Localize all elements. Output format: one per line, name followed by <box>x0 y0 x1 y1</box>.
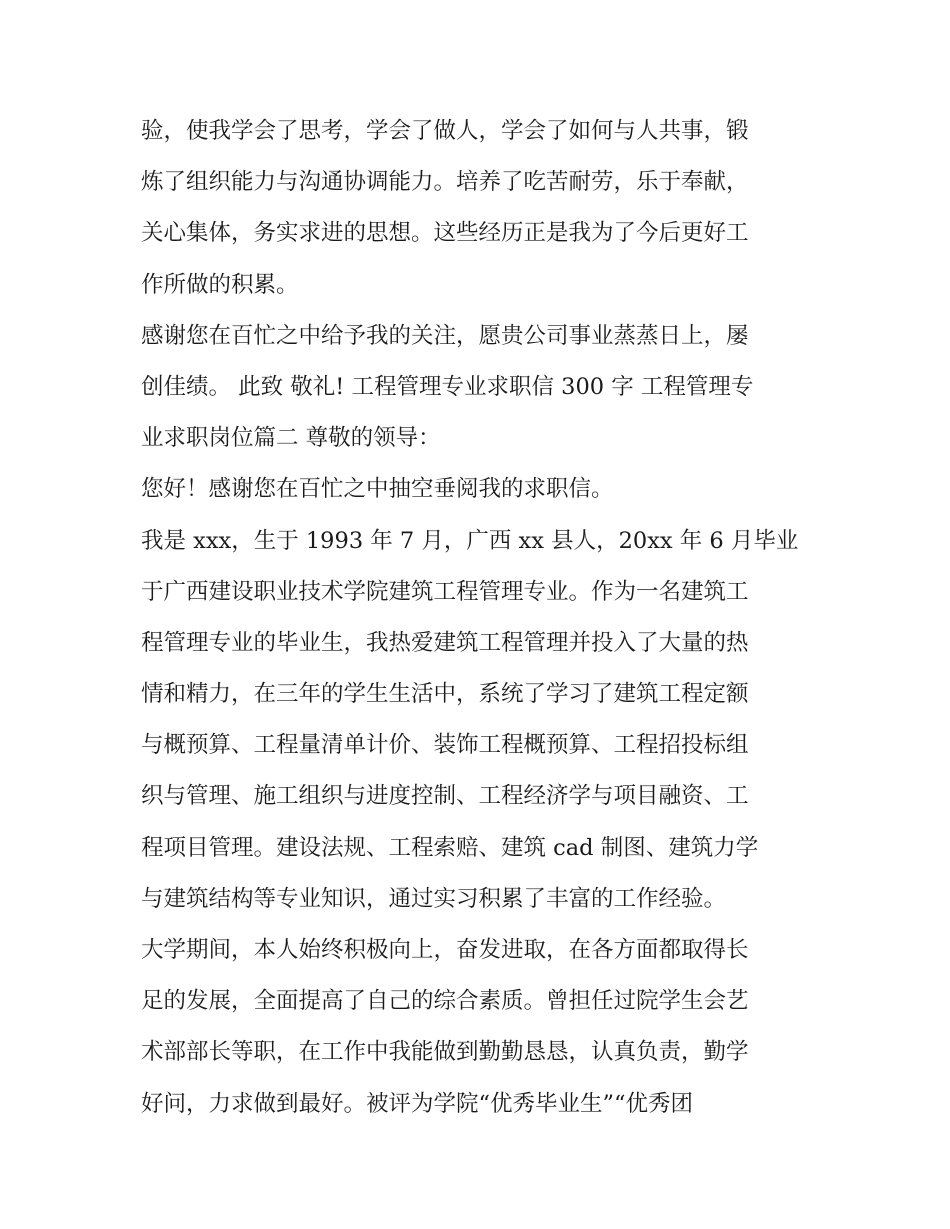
text-line: 情和精力，在三年的学生生活中，系统了学习了建筑工程定额 <box>141 681 749 708</box>
text-line: 与概预算、工程量清单计价、装饰工程概预算、工程招投标组 <box>141 732 749 759</box>
text-line: 大学期间，本人始终积极向上，奋发进取，在各方面都取得长 <box>141 937 749 963</box>
text-line: 足的发展，全面提高了自己的综合素质。曾担任过院学生会艺 <box>141 988 749 1015</box>
text-line: 验，使我学会了思考，学会了做人，学会了如何与人共事，锻 <box>141 118 749 144</box>
text-line: 作所做的积累。 <box>141 271 299 298</box>
body-text <box>141 106 821 1130</box>
text-line: 炼了组织能力与沟通协调能力。培养了吃苦耐劳，乐于奉献， <box>141 169 749 196</box>
text-line: 程项目管理。建设法规、工程索赔、建筑 cad 制图、建筑力学 <box>141 834 759 861</box>
text-line: 织与管理、施工组织与进度控制、工程经济学与项目融资、工 <box>141 783 749 810</box>
text-line: 与建筑结构等专业知识，通过实习积累了丰富的工作经验。 <box>141 885 727 912</box>
text-line: 关心集体，务实求进的思想。这些经历正是我为了今后更好工 <box>141 220 749 247</box>
text-line: 术部部长等职，在工作中我能做到勤勤恳恳，认真负责，勤学 <box>141 1039 749 1066</box>
text-line: 创佳绩。 此致 敬礼! 工程管理专业求职信 300 字 工程管理专 <box>141 373 754 400</box>
text-line: 好问，力求做到最好。被评为学院“优秀毕业生”“优秀团 <box>141 1090 694 1117</box>
text-line: 业求职岗位篇二 尊敬的领导： <box>141 425 441 452</box>
text-line: 感谢您在百忙之中给予我的关注，愿贵公司事业蒸蒸日上，屡 <box>141 322 749 349</box>
text-line: 于广西建设职业技术学院建筑工程管理专业。作为一名建筑工 <box>141 578 749 605</box>
text-line: 我是 xxx，生于 1993 年 7 月，广西 xx 县人，20xx 年 6 月毕业 <box>141 527 799 554</box>
text-line: 程管理专业的毕业生，我热爱建筑工程管理并投入了大量的热 <box>141 629 749 656</box>
text-line: 您好！感谢您在百忙之中抽空垂阅我的求职信。 <box>141 476 614 503</box>
